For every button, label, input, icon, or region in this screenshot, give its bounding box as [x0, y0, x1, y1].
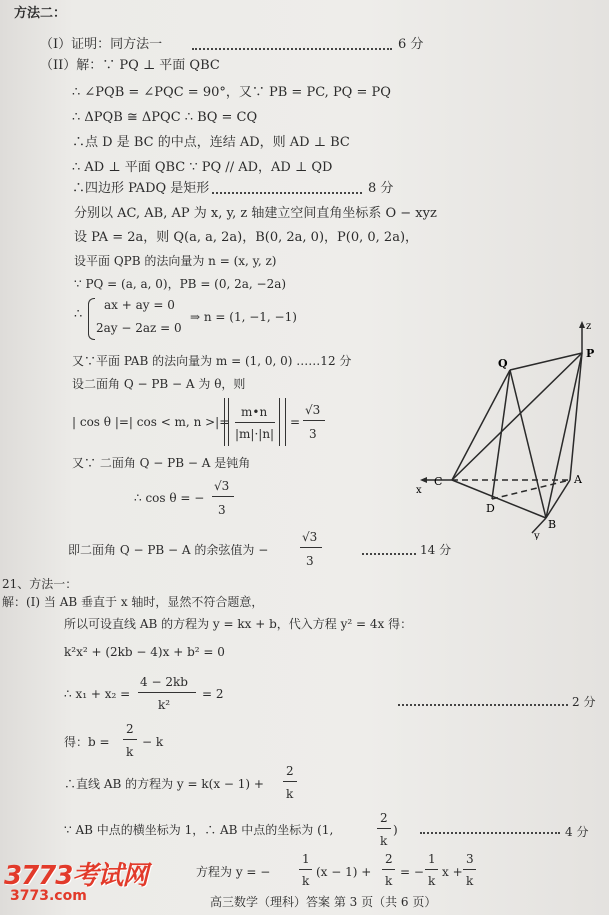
label-x: x — [416, 485, 422, 496]
sum-of-roots: ∴ x₁ + x₂ = — [64, 687, 131, 701]
pb-num-2: 2 — [385, 852, 393, 866]
solve-b: 得：b = — [64, 735, 110, 749]
dot-leader — [362, 553, 416, 555]
edge-PC — [452, 353, 582, 480]
step-congruent: ∴ ΔPQB ≅ ΔPQC ∴ BQ = CQ — [72, 110, 258, 125]
logo-url: 3773.com — [10, 888, 87, 904]
pb-den-1: k — [302, 874, 310, 888]
edge-PA — [570, 353, 582, 480]
pb-den-2: k — [385, 874, 393, 888]
site-logo — [4, 855, 174, 913]
b-denominator: k — [126, 745, 134, 759]
result-denominator: 3 — [309, 427, 317, 441]
mid-denominator: k — [380, 834, 388, 848]
label-B: B — [548, 518, 557, 531]
mid-numerator: 2 — [380, 811, 388, 825]
pb-part-d: x + — [442, 865, 463, 879]
equation-1: ax + ay = 0 — [104, 298, 175, 312]
pb-num-4: 3 — [466, 852, 474, 866]
step-coordinates: 分别以 AC, AB, AP 为 x, y, z 轴建立空间直角坐标系 O − xyz — [74, 206, 437, 221]
x-arrow — [420, 477, 427, 483]
z-arrow — [579, 321, 585, 328]
sum-denominator: k² — [158, 698, 171, 712]
q21-part-one: 解：(I) 当 AB 垂直于 x 轴时，显然不符合题意， — [2, 595, 264, 609]
score-4: 4 分 — [565, 825, 589, 839]
step-rectangle: ∴四边形 PADQ 是矩形 — [72, 181, 210, 196]
step-midpoint: ∴点 D 是 BC 的中点，连结 AD，则 AD ⊥ BC — [72, 135, 350, 150]
b-rest: − k — [142, 735, 164, 749]
dot-leader — [398, 704, 568, 706]
edge-QB — [510, 370, 546, 518]
midpoint-coordinates: ∵ AB 中点的横坐标为 1，∴ AB 中点的坐标为 (1, — [64, 823, 334, 837]
sum-equals: = 2 — [202, 687, 224, 701]
step-perpendicular: ∴ AD ⊥ 平面 QBC ∵ PQ // AD，AD ⊥ QD — [72, 160, 333, 175]
label-z: z — [586, 321, 592, 332]
q21-line-equation: 所以可设直线 AB 的方程为 y = kx + b，代入方程 y² = 4x 得： — [64, 617, 413, 631]
ab-numerator: 2 — [286, 764, 294, 778]
page-footer: 高三数学（理科）答案 第 3 页（共 6 页） — [210, 895, 437, 909]
perpendicular-bisector: 方程为 y = − — [196, 865, 271, 879]
score-14: 14 分 — [420, 543, 452, 557]
normal-result: ⇒ n = (1, −1, −1) — [190, 310, 297, 324]
label-D: D — [486, 502, 495, 515]
final-cosine: 即二面角 Q − PB − A 的余弦值为 − — [68, 543, 269, 557]
b-numerator: 2 — [126, 722, 134, 736]
geometry-figure — [410, 315, 609, 540]
pb-den-4: k — [466, 874, 474, 888]
step-vectors: ∵ PQ = (a, a, 0)，PB = (0, 2a, −2a) — [74, 277, 287, 291]
step-normal-vector: 设平面 QPB 的法向量为 n = (x, y, z) — [74, 254, 277, 268]
step-angle: ∴ ∠PQB = ∠PQC = 90°，又∵ PB = PC, PQ = PQ — [72, 85, 391, 100]
step-obtuse: 又∵ 二面角 Q − PB − A 是钝角 — [72, 456, 251, 470]
pb-num-1: 1 — [302, 852, 310, 866]
pb-num-3: 1 — [428, 852, 436, 866]
pb-den-3: k — [428, 874, 436, 888]
dot-leader — [212, 192, 362, 194]
label-C: C — [434, 475, 443, 488]
pb-part-c: = − — [400, 865, 424, 879]
fraction-denominator: |m|·|n| — [235, 427, 275, 441]
step-dihedral: 设二面角 Q − PB − A 为 θ，则 — [72, 377, 246, 391]
edge-CB — [452, 480, 546, 518]
fraction-numerator: m•n — [241, 405, 268, 419]
logo-text: 3773考试网 — [4, 861, 148, 891]
cos-abs-lhs: | cos θ |=| cos < m, n >|= — [72, 415, 230, 429]
score-2: 2 分 — [572, 695, 596, 709]
question-21-heading: 21、方法一： — [2, 577, 78, 591]
label-P: P — [586, 347, 595, 360]
score-8: 8 分 — [368, 181, 394, 196]
edge-PB — [546, 353, 582, 518]
ab-denominator: k — [286, 787, 294, 801]
equals-sign: = — [290, 415, 301, 429]
line-ab-equation: ∴直线 AB 的方程为 y = k(x − 1) + — [64, 777, 264, 791]
method-two-heading: 方法二： — [14, 6, 67, 21]
cos-result: ∴ cos θ = − — [134, 491, 205, 505]
final-denominator: 3 — [306, 554, 314, 568]
edge-QP — [510, 353, 582, 370]
abs-bars — [224, 398, 286, 446]
step-points: 设 PA = 2a，则 Q(a, a, 2a)，B(0, 2a, 0)，P(0, 0, 2a)， — [74, 230, 419, 245]
step-plane-normal: 又∵平面 PAB 的法向量为 m = (1, 0, 0) ……12 分 — [72, 354, 352, 368]
system-brace — [88, 298, 95, 340]
final-numerator: √3 — [302, 530, 318, 544]
label-A: A — [574, 473, 582, 486]
part-two-start: （II）解：∵ PQ ⊥ 平面 QBC — [40, 58, 220, 73]
part-one-proof: （I）证明：同方法一 — [40, 37, 163, 52]
pb-part-b: (x − 1) + — [316, 865, 372, 879]
mid-close-paren: ) — [393, 823, 398, 837]
q21-quadratic: k²x² + (2kb − 4)x + b² = 0 — [64, 645, 225, 659]
result-numerator: √3 — [305, 403, 321, 417]
pyramid-diagram — [410, 315, 609, 540]
equation-2: 2ay − 2az = 0 — [96, 321, 182, 335]
label-Q: Q — [498, 357, 508, 370]
edge-DA — [492, 480, 570, 499]
sum-numerator: 4 − 2kb — [140, 675, 188, 689]
dot-leader — [420, 832, 560, 834]
therefore-sign: ∴ — [74, 307, 83, 322]
edge-QC — [452, 370, 510, 480]
cos-denominator: 3 — [218, 503, 226, 517]
label-y: y — [534, 531, 540, 540]
cos-numerator: √3 — [214, 479, 230, 493]
score-6: 6 分 — [398, 37, 424, 52]
dot-leader — [192, 48, 392, 50]
